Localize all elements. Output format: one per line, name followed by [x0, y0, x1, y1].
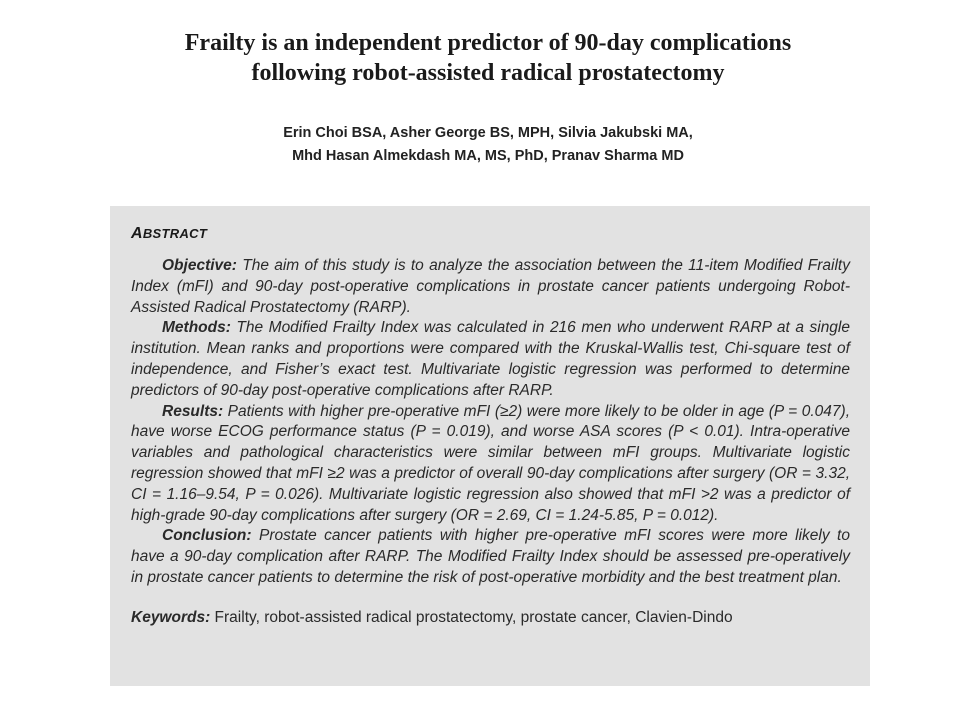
- results-text: Patients with higher pre-operative mFI (≥2) were more likely to be older in age (P = 0.047), have worse ECOG performance status (P = 0.019), and worse ASA scores (P < 0.01). Intra-operative variables and pathological characteristics were similar between mFI groups. Multivariate logistic regression showed that mFI ≥2 was a predictor of overall 90-day complications after surgery (OR = 3.32, CI = 1.16–9.54, P = 0.026). Multivariate logistic regression also showed that mFI >2 was a predictor of high-grade 90-day complications after surgery (OR = 2.69, CI = 1.24-5.85, P = 0.012).: [131, 402, 850, 524]
- author-list: [0, 122, 976, 168]
- results-label: Results:: [162, 402, 224, 420]
- keywords-label: Keywords:: [131, 608, 211, 626]
- authors-line-1: Erin Choi BSA, Asher George BS, MPH, Silvia Jakubski MA,: [283, 125, 693, 141]
- title-line-1: Frailty is an independent predictor of 90-day complications: [184, 30, 792, 56]
- methods-paragraph: [131, 318, 850, 401]
- conclusion-text: Prostate cancer patients with higher pre-operative mFI scores were more likely to have a 90-day complication after RARP. The Modified Frailty Index should be assessed pre-operatively in prostate cancer patients to determine the risk of post-operative morbidity and the best treatment plan.: [131, 527, 850, 586]
- conclusion-label: Conclusion:: [162, 527, 252, 545]
- authors-line-2: Mhd Hasan Almekdash MA, MS, PhD, Pranav Sharma MD: [292, 148, 684, 164]
- abstract-box: [110, 206, 870, 686]
- results-paragraph: [131, 402, 850, 527]
- objective-text: The aim of this study is to analyze the association between the 11-item Modified Frailty Index (mFI) and 90-day post-operative complications in prostate cancer patients undergoing Robot-Assisted Radical Prostatectomy (RARP).: [131, 257, 850, 316]
- abstract-heading-initial: A: [131, 225, 143, 242]
- objective-paragraph: [131, 256, 850, 318]
- objective-label: Objective:: [162, 257, 237, 274]
- paper-title: [0, 28, 976, 88]
- methods-text: The Modified Frailty Index was calculated in 216 men who underwent RARP at a single institution. Mean ranks and proportions were compared with the Kruskal-Wallis test, Chi-square test of independence, and Fisher’s exact test. Multivariate logistic regression was performed to determine predictors of 90-day post-operative complications after RARP.: [131, 319, 850, 399]
- keywords-text: Frailty, robot-assisted radical prostatectomy, prostate cancer, Clavien-Dindo: [210, 608, 733, 626]
- title-line-2: following robot-assisted radical prostatectomy: [251, 60, 725, 86]
- abstract-heading: [131, 224, 850, 244]
- conclusion-paragraph: [131, 526, 850, 588]
- abstract-heading-rest: BSTRACT: [142, 226, 208, 241]
- methods-label: Methods:: [162, 319, 231, 337]
- keywords-line: [131, 608, 850, 628]
